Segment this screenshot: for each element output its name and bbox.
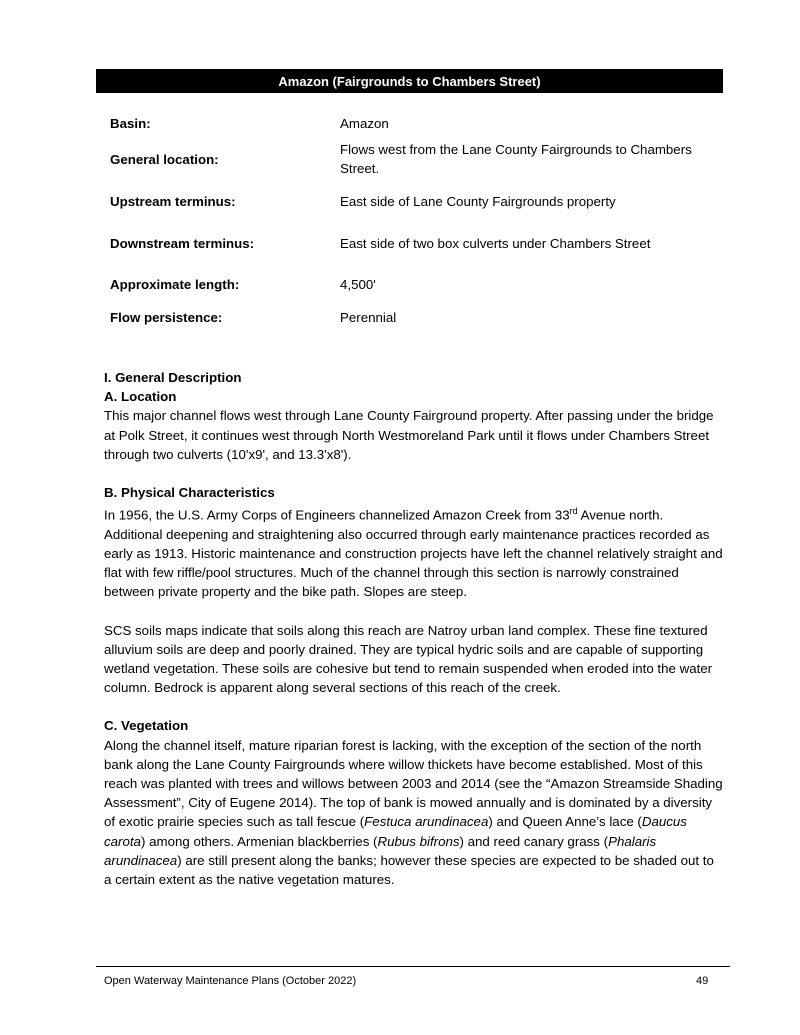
info-row-downstream-terminus xyxy=(110,234,710,253)
text-span: In 1956, the U.S. Army Corps of Engineers channelized Amazon Creek from 33 xyxy=(104,507,570,523)
info-label: Upstream terminus: xyxy=(110,194,236,209)
page-title: Amazon (Fairgrounds to Chambers Street) xyxy=(96,69,723,93)
info-value: Flows west from the Lane County Fairgrounds to Chambers Street. xyxy=(340,142,692,176)
info-value: Perennial xyxy=(340,310,397,325)
species-name: Daucus carota xyxy=(104,814,687,849)
footer-title: Open Waterway Maintenance Plans (October 2022) xyxy=(104,975,357,987)
info-label: General location: xyxy=(110,151,219,167)
info-row-flow-persistence xyxy=(110,308,710,327)
text-span: ) among others. Armenian blackberries ( xyxy=(140,833,378,849)
info-value: 4,500' xyxy=(340,277,376,292)
text-span: ) are still present along the banks; however these species are expected to be shaded out to a certain extent as the native vegetation matures. xyxy=(104,852,714,888)
info-value: East side of two box culverts under Chambers Street xyxy=(340,236,651,251)
info-value: Amazon xyxy=(340,116,389,131)
physical-paragraph-1 xyxy=(104,502,724,601)
vegetation-paragraph xyxy=(104,736,724,890)
superscript: rd xyxy=(569,506,578,517)
info-row-basin xyxy=(110,114,710,133)
text-span: Avenue north. Additional deepening and straightening also occurred through early maintenance practices recorded as early as 1913. Historic maintenance and construction projects have left the channel relatively straight and flat with few riffle/pool structures. Much of the channel through this section is narrowly constrained between private property and the bike path. Slopes are steep. xyxy=(104,507,723,600)
info-label: Downstream terminus: xyxy=(110,236,255,251)
species-name: Phalaris arundinacea xyxy=(104,833,657,868)
species-name: Festuca arundinacea xyxy=(364,814,489,830)
info-row-approximate-length xyxy=(110,275,710,294)
page-number: 49 xyxy=(696,975,709,987)
info-row-upstream-terminus xyxy=(110,192,710,211)
subheading-vegetation: C. Vegetation xyxy=(104,718,189,734)
info-row-general-location xyxy=(110,140,710,178)
text-span: ) and reed canary grass ( xyxy=(459,833,609,849)
info-label: Approximate length: xyxy=(110,277,240,292)
subheading-location: A. Location xyxy=(104,389,177,405)
footer-divider xyxy=(96,966,730,967)
body-content xyxy=(104,368,724,889)
info-label: Basin: xyxy=(110,116,151,131)
section-heading-general-description: I. General Description xyxy=(104,370,242,385)
info-label: Flow persistence: xyxy=(110,310,223,325)
text-span: Along the channel itself, mature riparian forest is lacking, with the exception of the section of the north bank along the Lane County Fairgrounds where willow thickets have become established. Most of this reach was planted with trees and willows between 2003 and 2014 (see the “Amazon Streamside Shading Assessment”, City of Eugene 2014). The top of bank is mowed annually and is dominated by a diversity of exotic prairie species such as tall fescue ( xyxy=(104,737,723,830)
text-span: ) and Queen Anne’s lace ( xyxy=(488,814,642,830)
subheading-physical-characteristics: B. Physical Characteristics xyxy=(104,485,275,501)
physical-paragraph-2: SCS soils maps indicate that soils along this reach are Natroy urban land complex. These fine textured alluvium soils are deep and poorly drained. They are typical hydric soils and are capable of supporting wetland vegetation. These soils are cohesive but tend to remain suspended when eroded into the water column. Bedrock is apparent along several sections of this reach of the creek. xyxy=(104,622,713,696)
location-paragraph: This major channel flows west through Lane County Fairground property. After passing under the bridge at Polk Street, it continues west through North Westmoreland Park until it flows under Chambers Street through two culverts (10'x9', and 13.3'x8'). xyxy=(104,408,714,462)
info-value: East side of Lane County Fairgrounds property xyxy=(340,194,616,209)
species-name: Rubus bifrons xyxy=(377,833,460,849)
